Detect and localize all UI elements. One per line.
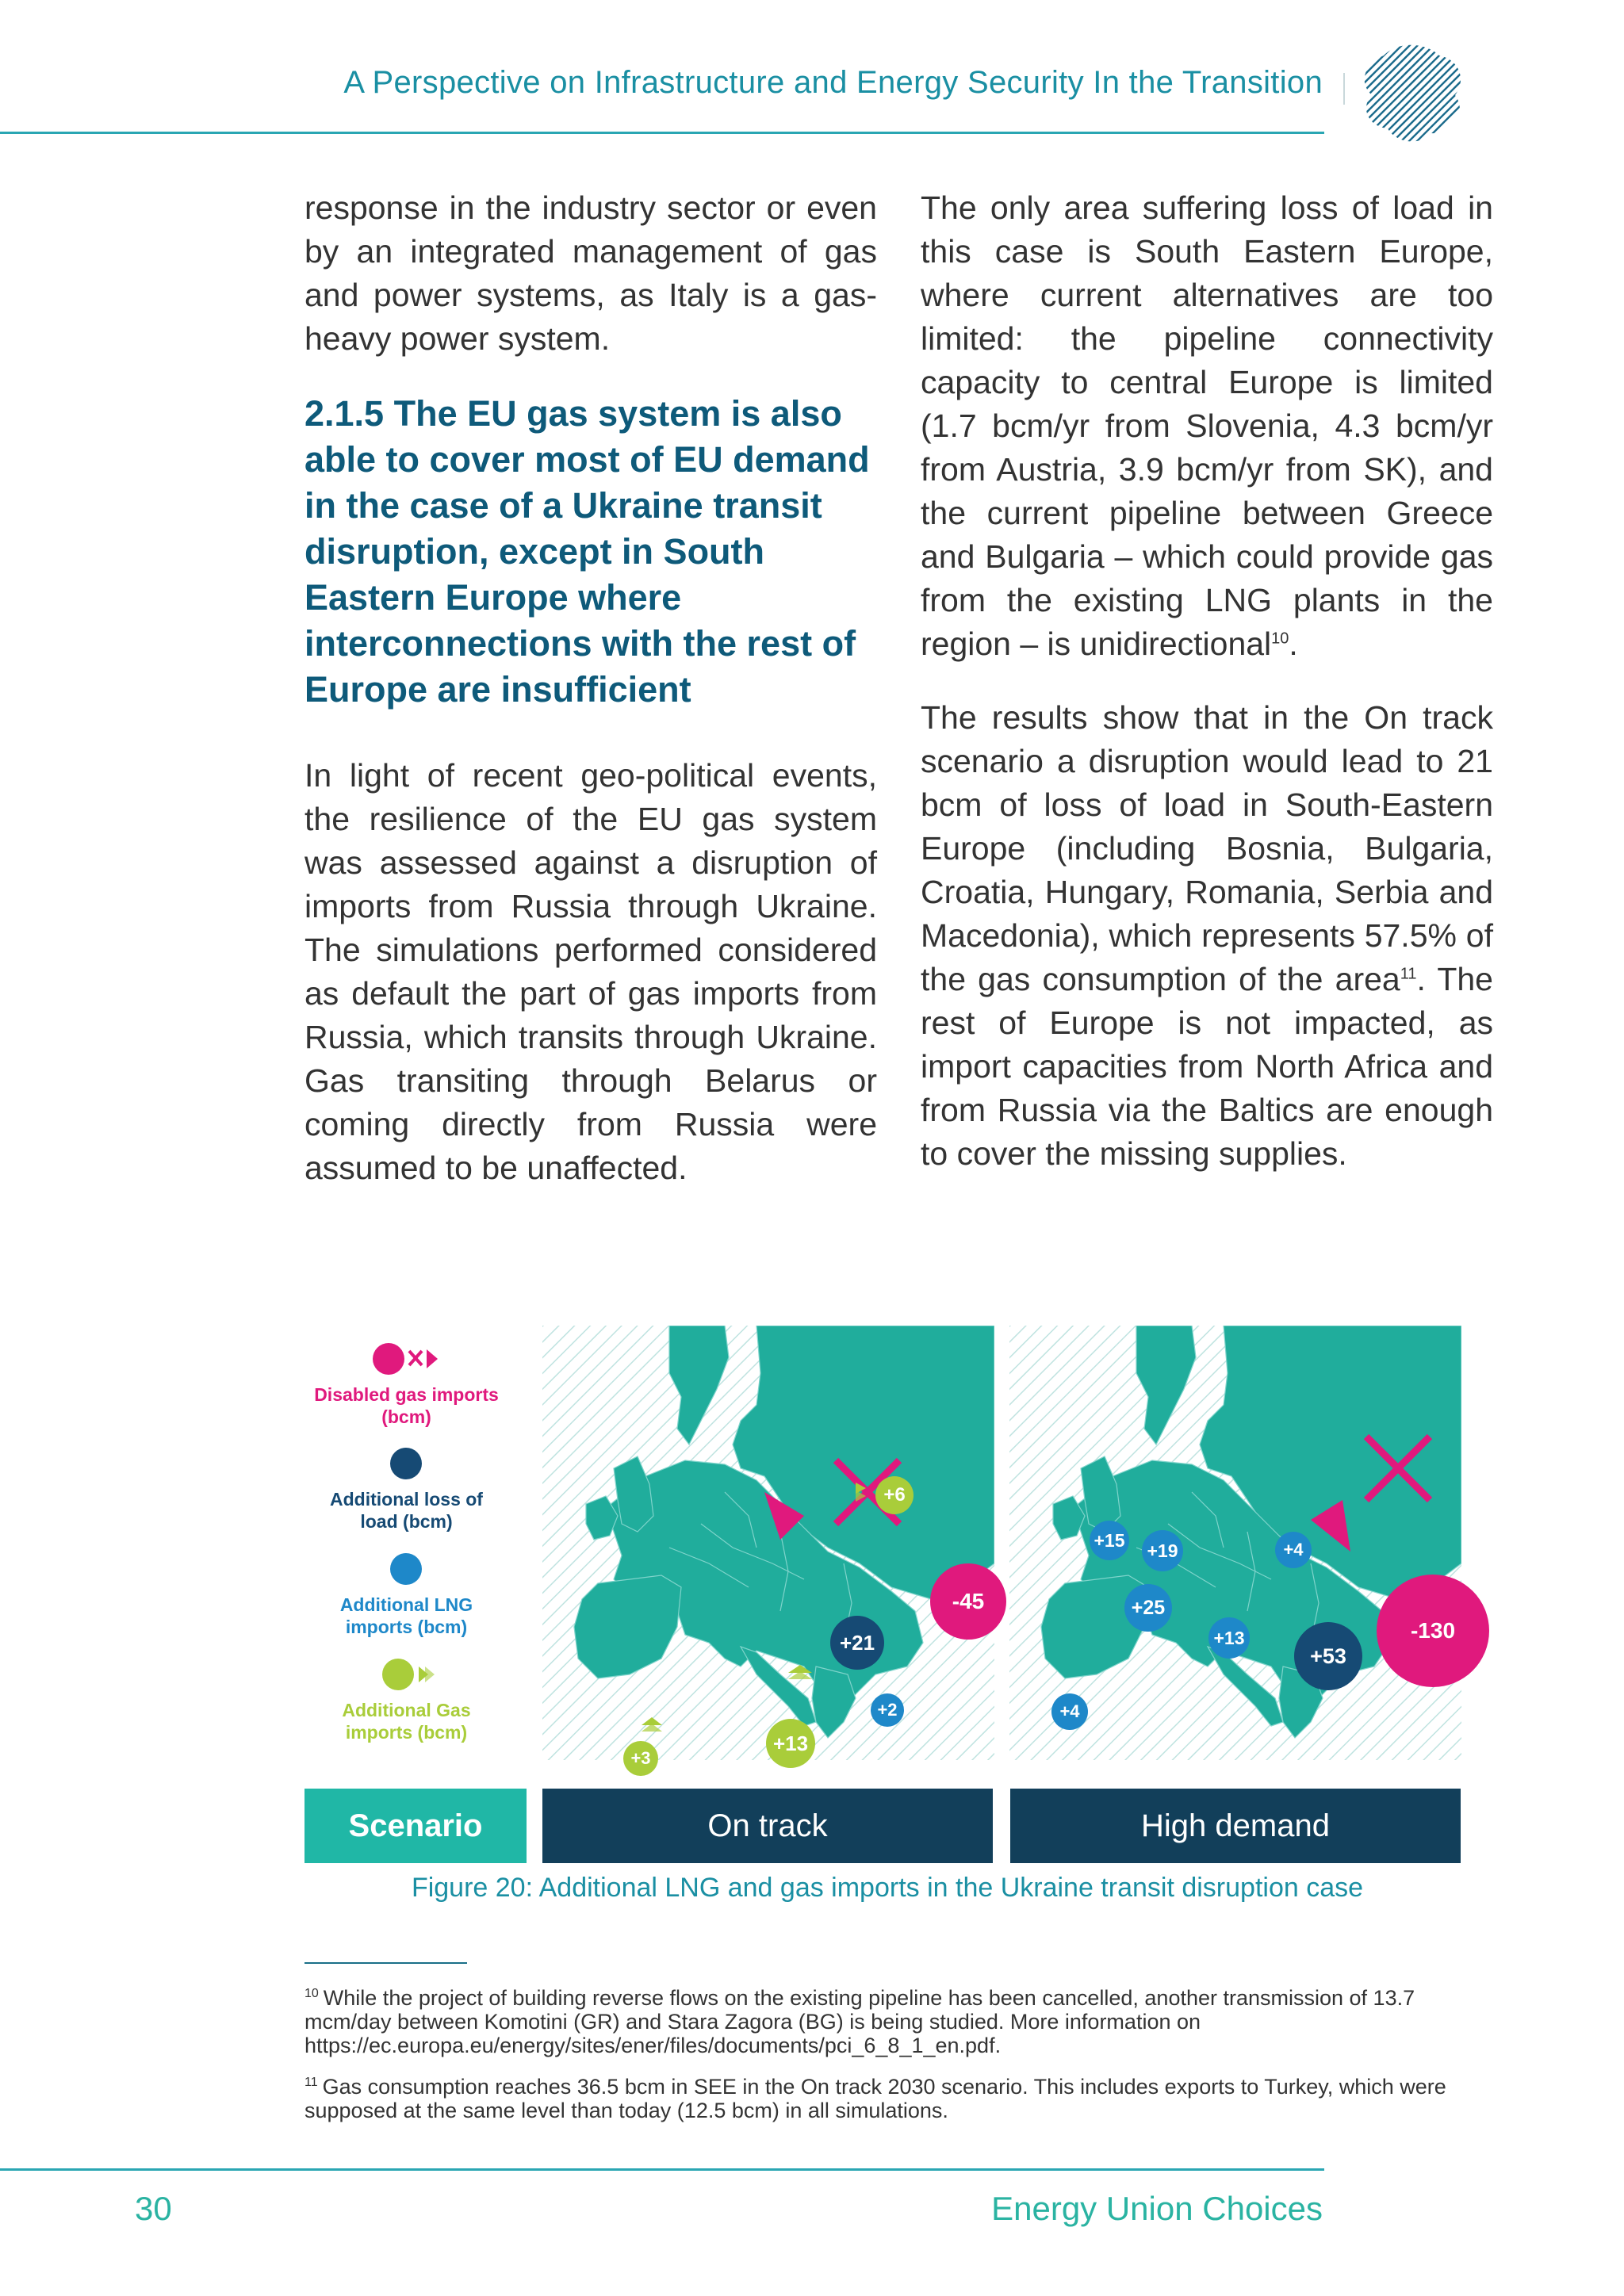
running-header: A Perspective on Infrastructure and Energy Security In the Transition (343, 65, 1323, 100)
intro-paragraph: response in the industry sector or even by an integrated management of gas and power systems, as Italy is a gas-heavy power system. (304, 189, 877, 357)
footer-rule (0, 2168, 1324, 2171)
bubble-lng-baltic: +4 (1275, 1532, 1312, 1568)
section-heading: 2.1.5 The EU gas system is also able to cover most of EU demand in the case of a Ukraine transit disruption, except in South Eastern Europe where interconnections with the rest of Europe are insufficient (304, 393, 870, 710)
footnote-ref-10[interactable]: 10 (1271, 629, 1289, 648)
bubble-lng-greece: +2 (871, 1693, 904, 1727)
paragraph-results: The results show that in the On track scenario a disruption would lead to 21 bcm of loss of load in South-Eastern Europe (including Bosnia, Bulgaria, Croatia, Hungary, Romania, Serbia and Macedonia), which represents 57.5% of the gas consumption of the area$^{11}$. The rest of Europe is not impacted, as import capacities from North Africa and from Russia via the Baltics are enough to cover the missing supplies. (921, 699, 1493, 1172)
legend-loss-of-load: Additional loss of load (bcm) (309, 1445, 504, 1533)
bubble-lng-france: +25 (1124, 1584, 1172, 1632)
bubble-disabled-on-track: -45 (930, 1563, 1006, 1640)
legend-lng: Additional LNG imports (bcm) (309, 1550, 504, 1638)
paragraph-loss-of-load: The only area suffering loss of load in this case is South Eastern Europe, where current alternatives are too limited: the pipeline connectivity capacity to central Europe is limited (1.7 bcm/yr from Slovenia, 4.3 bcm/yr from Austria, 3.9 bcm/yr from SK), and the current pipeline between Greece and Bulgaria – which could provide gas from the existing LNG plants in the region – is unidirectional$^{10}$. (921, 189, 1493, 662)
bubble-lng-netherlands: +19 (1142, 1530, 1183, 1571)
scenario-on-track: On track (542, 1789, 993, 1863)
bubble-lng-croatia: +13 (1208, 1617, 1250, 1659)
legend-disabled: Disabled gas imports (bcm) (309, 1340, 504, 1428)
bubble-gas-italy: +13 (766, 1719, 815, 1768)
right-column (921, 186, 1493, 1206)
bubble-gas-spain: +3 (623, 1741, 658, 1776)
bubble-disabled-high-demand: -130 (1377, 1575, 1489, 1687)
left-column (304, 186, 877, 1220)
scenario-label: Scenario (304, 1789, 527, 1863)
page-number: 30 (135, 2190, 172, 2227)
footnote-10: $^{10}$ While the project of building reverse flows on the existing pipeline has been cancelled, another transmission of 13.7 mcm/day between Komotini (GR) and Stara Zagora (BG) is being studied. More information on https://ec.europa.eu/energy/sites/ener/files/documents/pci_6_8_1_en.pdf. (304, 1986, 1415, 2057)
footnote-ref-11[interactable]: 11 (1400, 965, 1417, 983)
map-on-track (542, 1326, 994, 1760)
lng-imports-icon (309, 1550, 504, 1590)
disruption-marker-on-track (542, 1326, 994, 1760)
footnote-11: $^{11}$ Gas consumption reaches 36.5 bcm in SEE in the On track 2030 scenario. This includes exports to Turkey, which were supposed at the same level than today (12.5 bcm) in all simulations. (304, 2075, 1446, 2122)
bubble-gas-north: +6 (875, 1476, 914, 1514)
disabled-imports-icon (309, 1340, 504, 1380)
footnote-rule (304, 1962, 467, 1964)
header-divider (1343, 73, 1345, 105)
bubble-lng-uk: +15 (1090, 1521, 1129, 1560)
loss-of-load-icon (309, 1445, 504, 1484)
body-paragraph: In light of recent geo-political events, the resilience of the EU gas system was assessed against a disruption of imports from Russia through Ukraine. The simulations performed considered as default the part of gas imports from Russia, which transits through Ukraine. Gas transiting through Belarus or coming directly from Russia were assumed to be unaffected. (304, 757, 877, 1186)
bubble-loss-on-track: +21 (830, 1616, 884, 1670)
logo-icon (1352, 32, 1471, 151)
figure-caption: Figure 20: Additional LNG and gas imports in the Ukraine transit disruption case (411, 1873, 1364, 1903)
legend-gas: Additional Gas imports (bcm) (309, 1655, 504, 1743)
scenario-high-demand: High demand (1010, 1789, 1461, 1863)
footer-title: Energy Union Choices (991, 2190, 1323, 2227)
gas-imports-icon (309, 1655, 504, 1695)
bubble-lng-spain: +4 (1051, 1693, 1088, 1730)
bubble-loss-high-demand: +53 (1294, 1622, 1362, 1690)
header-rule (0, 132, 1324, 134)
